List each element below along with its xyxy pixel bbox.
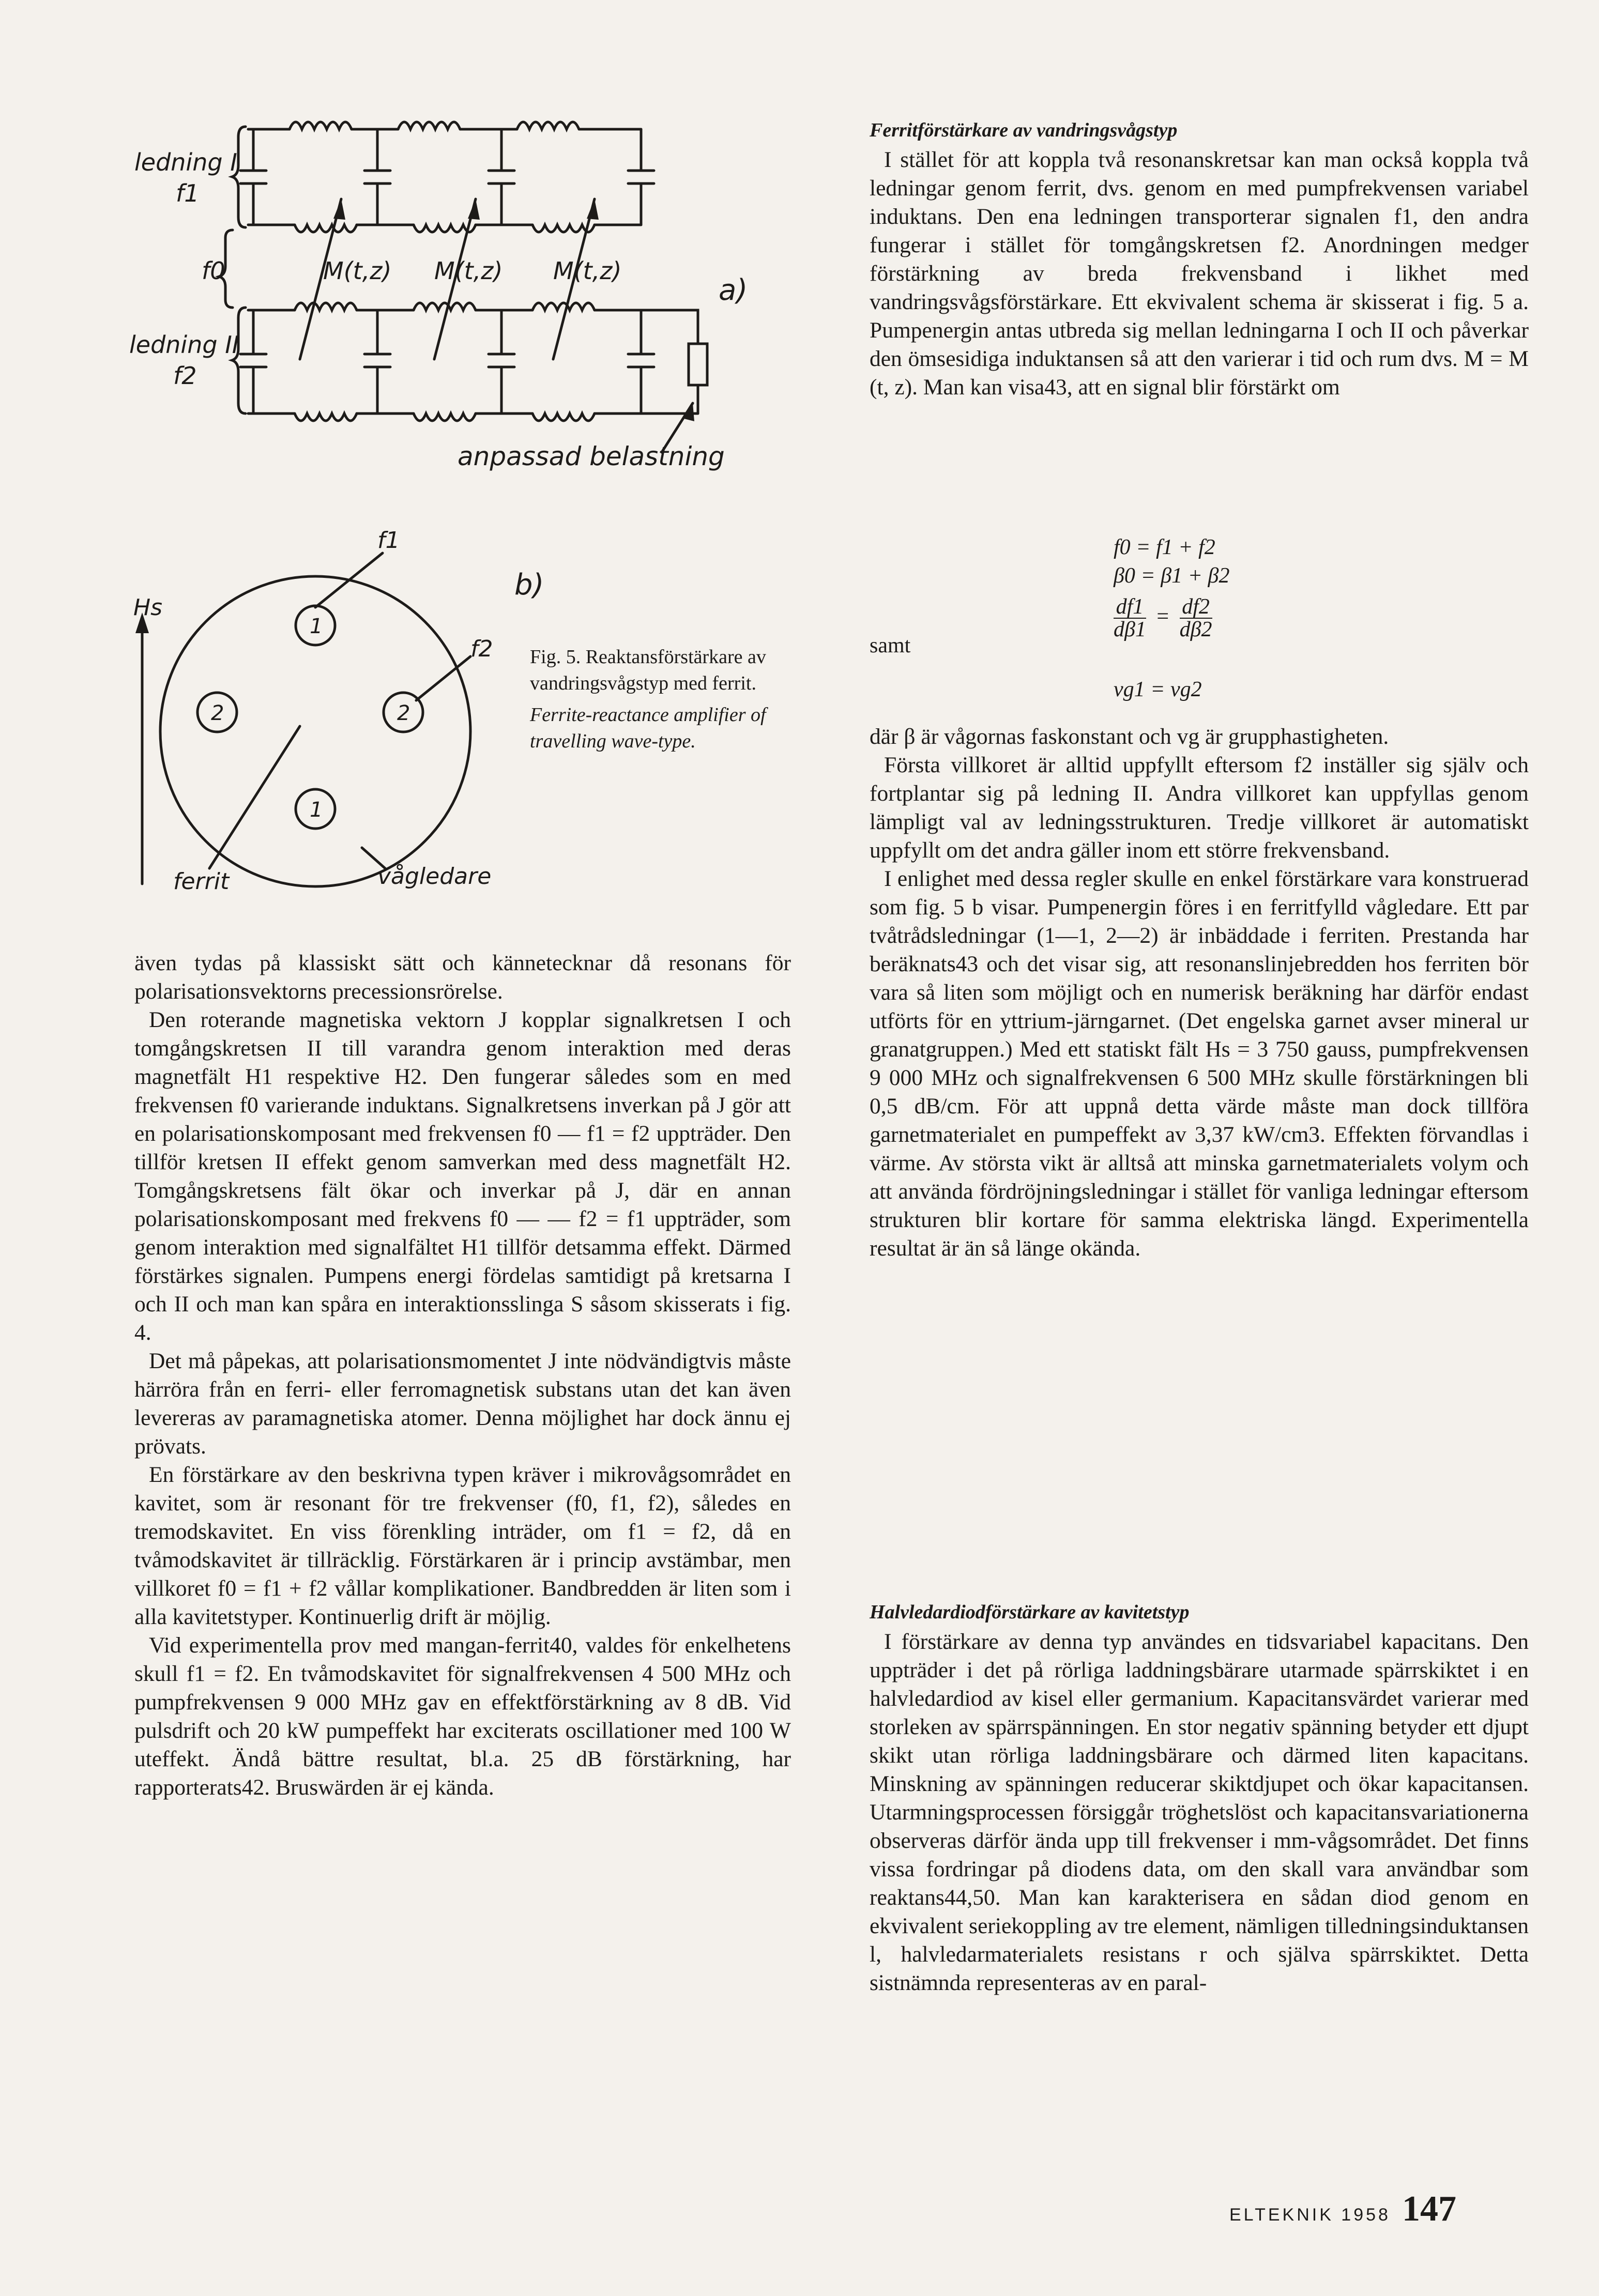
equation-derivative: $\frac{df1}{d\beta 1}$ = $\frac{df2}{d\beta 2}$	[1114, 595, 1212, 641]
eq3-num-right: df2	[1180, 596, 1212, 619]
line2-label: ledning II	[129, 331, 239, 359]
left-column	[134, 949, 791, 1802]
page-footer	[1229, 2188, 1456, 2230]
equation-frequency: f0 = f1 + f2	[1114, 535, 1215, 559]
eq3-den-left: dβ1	[1114, 618, 1146, 641]
figure-5a-schematic	[124, 101, 781, 514]
eq3-num-left: df1	[1114, 596, 1146, 619]
condition-equations	[870, 535, 1529, 724]
right-paragraph-1: I stället för att koppla två resonanskretsar kan man också koppla två ledningar genom ferrit, dvs. genom en med pumpfrekvensen variabel induktans. Den ena ledningen transporterar signalen f1, den andra fungerar i stället för tomgångskretsen f2. Anordningen medger förstärkning av breda frekvensband i likhet med vandringsvågsförstärkare. Ett ekvivalent schema är skisserat i fig. 5 a. Pumpenergin antas utbreda sig mellan ledningarna I och II och påverkar den ömsesidiga induktansen så att den varierar i tid och rum dvs. M = M (t, z). Man kan visa43, att en signal blir förstärkt om	[870, 147, 1529, 400]
f2-label: f2	[173, 362, 197, 390]
equation-group-velocity: vg1 = vg2	[1114, 678, 1202, 701]
line1-label: ledning I	[134, 148, 237, 176]
wire-1-bottom: 1	[310, 798, 323, 822]
caption-swedish: Fig. 5. Reaktansförstärkare av vandringsvågstyp med ferrit.	[530, 646, 766, 694]
f0-label: f0	[202, 257, 225, 285]
right-paragraph-5: I förstärkare av denna typ användes en tidsvariabel kapacitans. Den uppträder i det på rörliga laddningsbärare utarmade spärrskiktet i en halvledardiod av kisel eller germanium. Kapacitansvärdet varierar med storleken av spärrspänningen. En stor negativ spänning betyder ett djupt skikt utan rörliga laddningsbärare och därmed liten kapacitans. Minskning av spänningen reducerar skiktdjupet och ökar kapacitansen. Utarmningsprocessen försiggår tröghetslöst och kapacitansvariationerna observeras därför ända upp till frekvenser i mm-vågsområdet. Det finns vissa fordringar på diodens data, om den skall vara användbar som reaktans44,50. Man kan karakterisera en sådan diod genom en ekvivalent seriekoppling av tre element, nämligen tilledningsinduktansen l, halvledarmaterialets resistans r och själva spärrskiktet. Detta sistnämnda representeras av en paral-	[870, 1629, 1529, 1995]
right-column-top	[870, 115, 1529, 402]
equation-samt: samt	[870, 634, 911, 657]
journal-name: ELTEKNIK 1958	[1229, 2205, 1391, 2225]
right-paragraph-2: där β är vågornas faskonstant och vg är grupphastigheten.	[870, 724, 1389, 749]
eq3-den-right: dβ2	[1179, 618, 1212, 641]
panel-b-label: b)	[514, 568, 544, 602]
f1-label: f1	[176, 179, 200, 207]
wire-2-left: 2	[211, 701, 224, 725]
left-paragraph-2: Den roterande magnetiska vektorn J kopplar signalkretsen I och tomgångskretsen II till varandra genom interaktion med deras magnetfält H1 respektive H2. Den fungerar således som en med frekvensen f0 varierande induktans. Signalkretsens inverkan på J gör att en polarisationskomposant med frekvensen f0 — f1 = f2 uppträder. Den tillför kretsen II effekt genom samverkan med dess magnetfält H2. Tomgångskretsens fält ökar och inverkar på J, där en annan polarisationskomposant med frekvens f0 — — f2 = f1 uppträder, som genom interaktion med signalfältet H1 tillför detsamma effekt. Därmed förstärkes signalen. Pumpens energi fördelas samtidigt på kretsarna I och II och man kan spåra en interaktionsslinga S såsom skisserats i fig. 4.	[134, 1007, 791, 1345]
left-paragraph-4: En förstärkare av den beskrivna typen kräver i mikrovågsområdet en kavitet, som är resonant för tre frekvenser (f0, f1, f2), således en tremodskavitet. En viss förenkling inträder, om f1 = f2, då en tvåmodskavitet är tillräcklig. Förstärkaren är i princip avstämbar, men villkoret f0 = f1 + f2 vållar komplikationer. Bandbredden är liten som i alla kavitetstyper. Kontinuerlig drift är möjlig.	[134, 1462, 791, 1629]
mutual-label-3: M(t,z)	[553, 257, 622, 285]
caption-english: Ferrite-reactance amplifier of travelling wave-type.	[530, 704, 766, 752]
section-heading-ferrite: Ferritförstärkare av vandringsvågstyp	[870, 119, 1178, 141]
figure-caption	[530, 644, 801, 755]
section-heading-semiconductor: Halvledardiodförstärkare av kavitetstyp	[870, 1601, 1190, 1623]
mutual-label-1: M(t,z)	[323, 257, 392, 285]
ferrite-label: ferrit	[173, 868, 230, 895]
right-paragraph-4: I enlighet med dessa regler skulle en enkel förstärkare vara konstruerad som fig. 5 b visar. Pumpenergin föres i en ferritfylld vågledare. Ett par tvåtrådsledningar (1—1, 2—2) är inbäddade i ferriten. Prestanda har beräknats43 och det visar sig, att resonanslinjebredden hos ferriten bör vara så liten som möjligt och en numerisk beräkning har därför endast utförts för en yttrium-järngarnet. (Det engelska garnet avser mineral ur granatgruppen.) Med ett statiskt fält Hs = 3 750 gauss, pumpfrekvensen 9 000 MHz och signalfrekvensen 6 500 MHz skulle förstärkningen bli 0,5 dB/cm. För att uppnå detta värde måste man dock tillföra garnetmaterialet en pumpeffekt av 3,37 kW/cm3. Effekten förvandlas i värme. Av största vikt är alltså att minska garnetmaterialets volym och att använda fördröjningsledningar i stället för vanliga ledningar eftersom strukturen blir kortare för samma elektriska längd. Experimentella resultat är än så länge okända.	[870, 866, 1529, 1261]
left-paragraph-5: Vid experimentella prov med mangan-ferrit40, valdes för enkelhetens skull f1 = f2. En tvåmodskavitet för signalfrekvensen 4 500 MHz och pumpfrekvensen 9 000 MHz gav en effektförstärkning av 8 dB. Vid pulsdrift och 20 kW pumpeffekt har exciterats oscillationer med 100 W uteffekt. Ändå bättre resultat, bl.a. 25 dB förstärkning, har rapporterats42. Bruswärden är ej kända.	[134, 1633, 791, 1800]
equation-phase: β0 = β1 + β2	[1114, 564, 1230, 588]
f1-pointer-label: f1	[377, 527, 400, 554]
left-paragraph-3: Det må påpekas, att polarisationsmomentet J inte nödvändigtvis måste härröra från en ferri- eller ferromagnetisk substans utan det kan även levereras av paramagnetiska atomer. Denna möjlighet har dock ännu ej prövats.	[134, 1349, 791, 1459]
left-paragraph-1: även tydas på klassiskt sätt och kännetecknar då resonans för polarisationsvektorns precessionsrörelse.	[134, 951, 791, 1004]
load-label: anpassad belastning	[458, 441, 725, 471]
panel-a-label: a)	[719, 273, 748, 307]
page-number: 147	[1402, 2189, 1456, 2229]
right-column-bottom	[870, 1597, 1529, 1997]
right-column-middle	[870, 723, 1529, 1263]
f2-pointer-label: f2	[470, 636, 493, 662]
waveguide-label: vågledare	[377, 863, 492, 890]
wire-1-top: 1	[310, 615, 323, 638]
mutual-label-2: M(t,z)	[434, 257, 503, 285]
wire-2-right: 2	[397, 701, 410, 725]
right-paragraph-3: Första villkoret är alltid uppfyllt eftersom f2 inställer sig själv och fortplantar sig på ledning II. Andra villkoret kan uppfyllas genom lämpligt val av ledningsstrukturen. Tredje villkoret är automatiskt uppfyllt om det andra gäller inom ett större frekvensband.	[870, 753, 1529, 863]
hs-label: Hs	[133, 594, 163, 621]
